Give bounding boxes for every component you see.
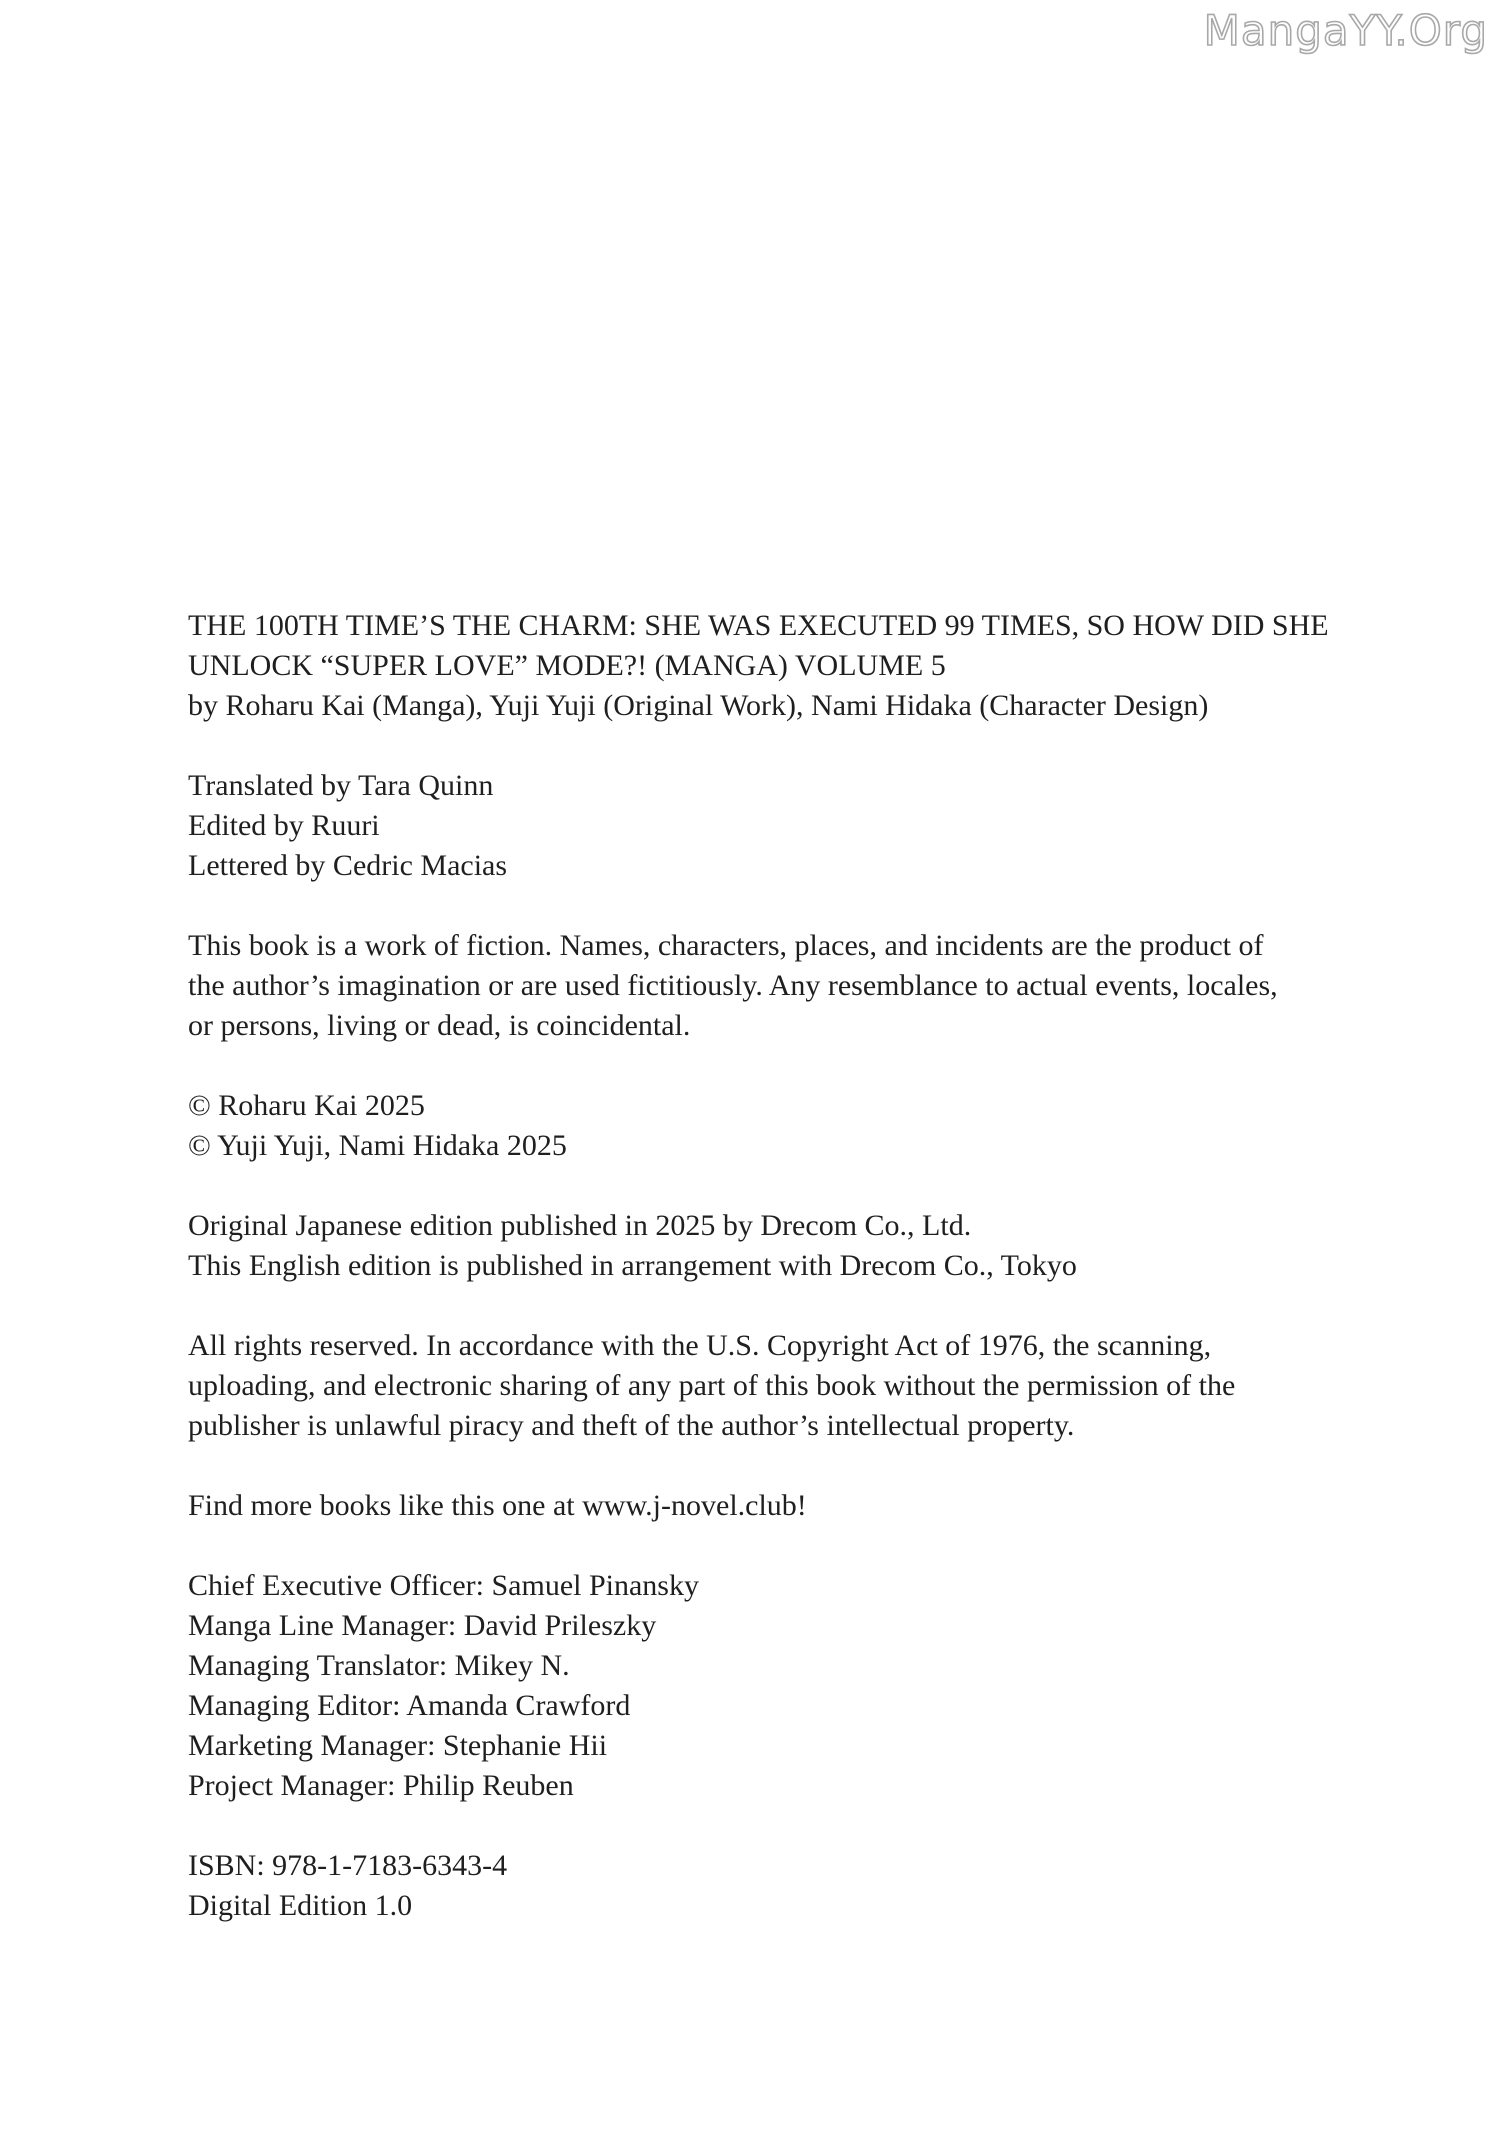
disclaimer-line: or persons, living or dead, is coincidental. bbox=[188, 1009, 691, 1042]
editor-credit: Edited by Ruuri bbox=[188, 809, 380, 842]
isbn-block bbox=[188, 1846, 1408, 1926]
rights-line: publisher is unlawful piracy and theft of the author’s intellectual property. bbox=[188, 1409, 1075, 1442]
fiction-disclaimer bbox=[188, 926, 1408, 1046]
translator-credit: Translated by Tara Quinn bbox=[188, 769, 494, 802]
staff-block bbox=[188, 766, 1408, 886]
edition-block bbox=[188, 1206, 1408, 1286]
byline: by Roharu Kai (Manga), Yuji Yuji (Original Work), Nami Hidaka (Character Design) bbox=[188, 689, 1209, 722]
copyright-line: © Roharu Kai 2025 bbox=[188, 1089, 425, 1122]
project-manager-credit: Project Manager: Philip Reuben bbox=[188, 1769, 574, 1802]
more-books-line: Find more books like this one at www.j-novel.club! bbox=[188, 1489, 807, 1522]
digital-edition-line: Digital Edition 1.0 bbox=[188, 1889, 413, 1922]
book-title: THE 100TH TIME’S THE CHARM: SHE WAS EXECUTED 99 TIMES, SO HOW DID SHE UNLOCK “SUPER LOVE” MODE?! (MANGA) VOLUME 5 bbox=[188, 609, 1329, 682]
rights-line: All rights reserved. In accordance with the U.S. Copyright Act of 1976, the scanning, bbox=[188, 1329, 1212, 1362]
credits-block bbox=[188, 606, 1408, 726]
managing-editor-credit: Managing Editor: Amanda Crawford bbox=[188, 1689, 631, 1722]
copyright-block bbox=[188, 1086, 1408, 1166]
rights-line: uploading, and electronic sharing of any part of this book without the permission of the bbox=[188, 1369, 1236, 1402]
management-block bbox=[188, 1566, 1408, 1806]
disclaimer-line: the author’s imagination or are used fictitiously. Any resemblance to actual events, locales, bbox=[188, 969, 1278, 1002]
ceo-credit: Chief Executive Officer: Samuel Pinansky bbox=[188, 1569, 699, 1602]
isbn-line: ISBN: 978-1-7183-6343-4 bbox=[188, 1849, 508, 1882]
watermark-logo: MangaYY.Org bbox=[1203, 6, 1488, 55]
more-books-block bbox=[188, 1486, 1408, 1526]
copyright-page bbox=[188, 606, 1408, 1966]
rights-block bbox=[188, 1326, 1408, 1446]
edition-line: Original Japanese edition published in 2025 by Drecom Co., Ltd. bbox=[188, 1209, 972, 1242]
marketing-manager-credit: Marketing Manager: Stephanie Hii bbox=[188, 1729, 608, 1762]
disclaimer-line: This book is a work of fiction. Names, characters, places, and incidents are the product of bbox=[188, 929, 1264, 962]
managing-translator-credit: Managing Translator: Mikey N. bbox=[188, 1649, 570, 1682]
manga-line-manager-credit: Manga Line Manager: David Prileszky bbox=[188, 1609, 657, 1642]
copyright-line: © Yuji Yuji, Nami Hidaka 2025 bbox=[188, 1129, 567, 1162]
edition-line: This English edition is published in arrangement with Drecom Co., Tokyo bbox=[188, 1249, 1077, 1282]
letterer-credit: Lettered by Cedric Macias bbox=[188, 849, 508, 882]
